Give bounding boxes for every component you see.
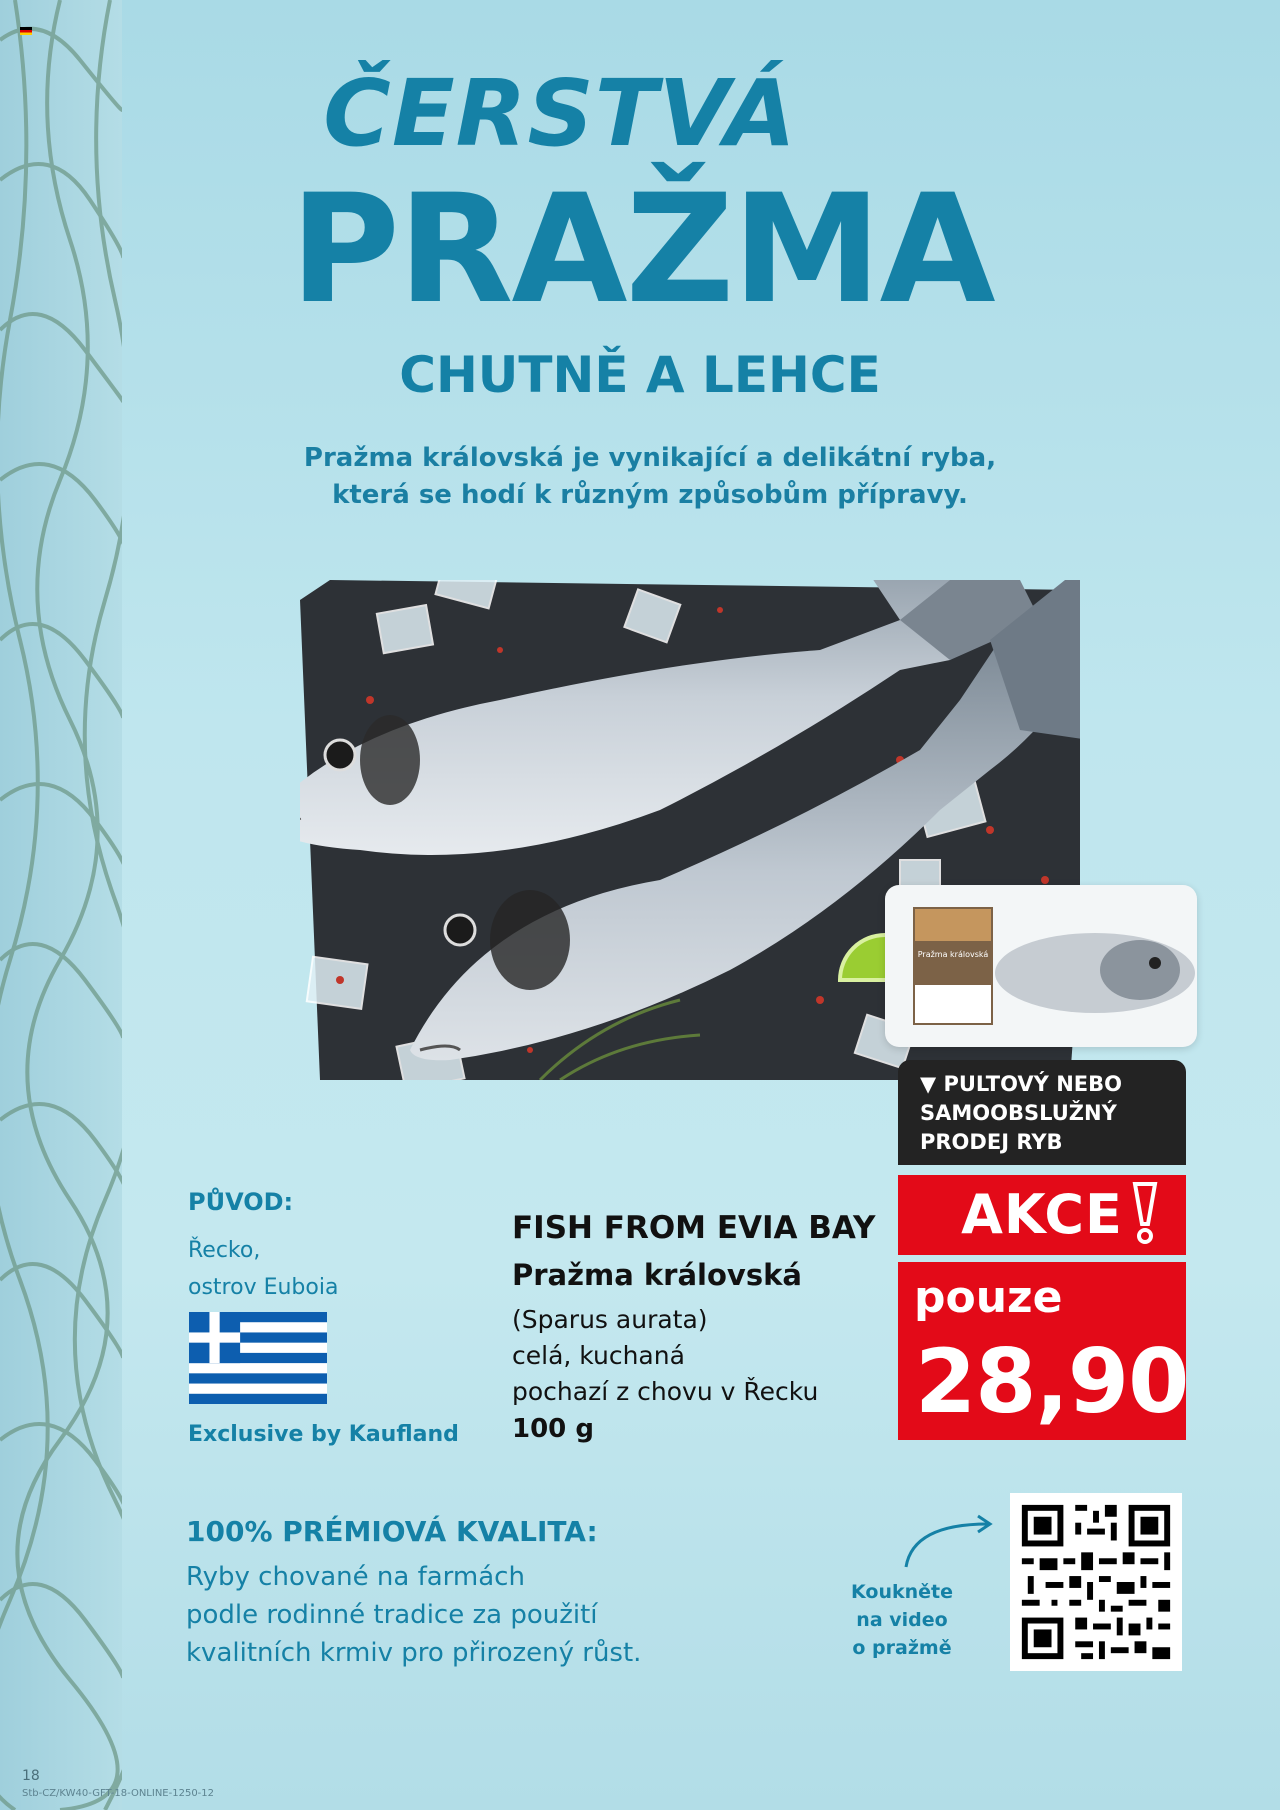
intro-line1: Pražma královská je vynikající a delikátní ryba, xyxy=(303,443,997,473)
counter-badge-line2: SAMOOBSLUŽNÝ xyxy=(920,1101,1117,1125)
price-value: 28,90 xyxy=(915,1330,1189,1433)
corner-flag-icon xyxy=(20,20,32,28)
video-line3: o pražmě xyxy=(852,1637,952,1659)
origin-line1: Řecko, xyxy=(188,1238,261,1263)
video-prompt[interactable] xyxy=(842,1578,962,1662)
headline-line2: PRAŽMA xyxy=(290,163,994,337)
product-desc-prep: celá, kuchaná xyxy=(512,1341,685,1370)
quality-text xyxy=(186,1558,641,1672)
counter-sale-badge xyxy=(898,1060,1186,1165)
quality-line3: kvalitních krmiv pro přirozený růst. xyxy=(186,1638,642,1668)
intro-line2: která se hodí k různým způsobům přípravy. xyxy=(332,480,968,510)
page-number: 18 xyxy=(22,1768,40,1784)
package-photo xyxy=(885,885,1197,1047)
intro-text xyxy=(300,440,1000,514)
quality-heading: 100% PRÉMIOVÁ KVALITA: xyxy=(186,1515,598,1548)
product-brand: FISH FROM EVIA BAY xyxy=(512,1210,876,1246)
headline-line1: ČERSTVÁ xyxy=(323,60,797,167)
video-line1: Koukněte xyxy=(851,1581,953,1603)
product-name: Pražma královská xyxy=(512,1258,802,1292)
origin-line2: ostrov Euboia xyxy=(188,1275,339,1300)
counter-badge-line3: PRODEJ RYB xyxy=(920,1130,1063,1154)
product-desc-origin: pochazí z chovu v Řecku xyxy=(512,1377,819,1406)
product-weight: 100 g xyxy=(512,1414,594,1444)
price-prefix: pouze xyxy=(914,1272,1063,1323)
curved-arrow-icon xyxy=(898,1512,998,1576)
video-line2: na video xyxy=(856,1609,948,1631)
origin-text xyxy=(188,1232,338,1306)
origin-heading: PŮVOD: xyxy=(188,1188,294,1216)
qr-code-icon[interactable] xyxy=(1010,1493,1182,1671)
fishing-net-decoration xyxy=(0,0,122,1810)
product-description xyxy=(512,1302,818,1410)
document-code: Stb-CZ/KW40-GFT-18-ONLINE-1250-12 xyxy=(22,1788,215,1799)
quality-line1: Ryby chované na farmách xyxy=(186,1562,525,1592)
akce-badge: AKCE xyxy=(898,1175,1186,1255)
greek-flag-icon xyxy=(188,1312,328,1404)
headline-line3: CHUTNĚ A LEHCE xyxy=(399,346,881,404)
product-desc-latin: (Sparus aurata) xyxy=(512,1305,708,1334)
exclusive-label: Exclusive by Kaufland xyxy=(188,1422,459,1447)
quality-line2: podle rodinné tradice za použití xyxy=(186,1600,598,1630)
counter-badge-line1: ▼ PULTOVÝ NEBO xyxy=(920,1072,1122,1096)
package-label: Pražma královská xyxy=(917,950,989,959)
exclamation-icon xyxy=(1130,1182,1160,1250)
